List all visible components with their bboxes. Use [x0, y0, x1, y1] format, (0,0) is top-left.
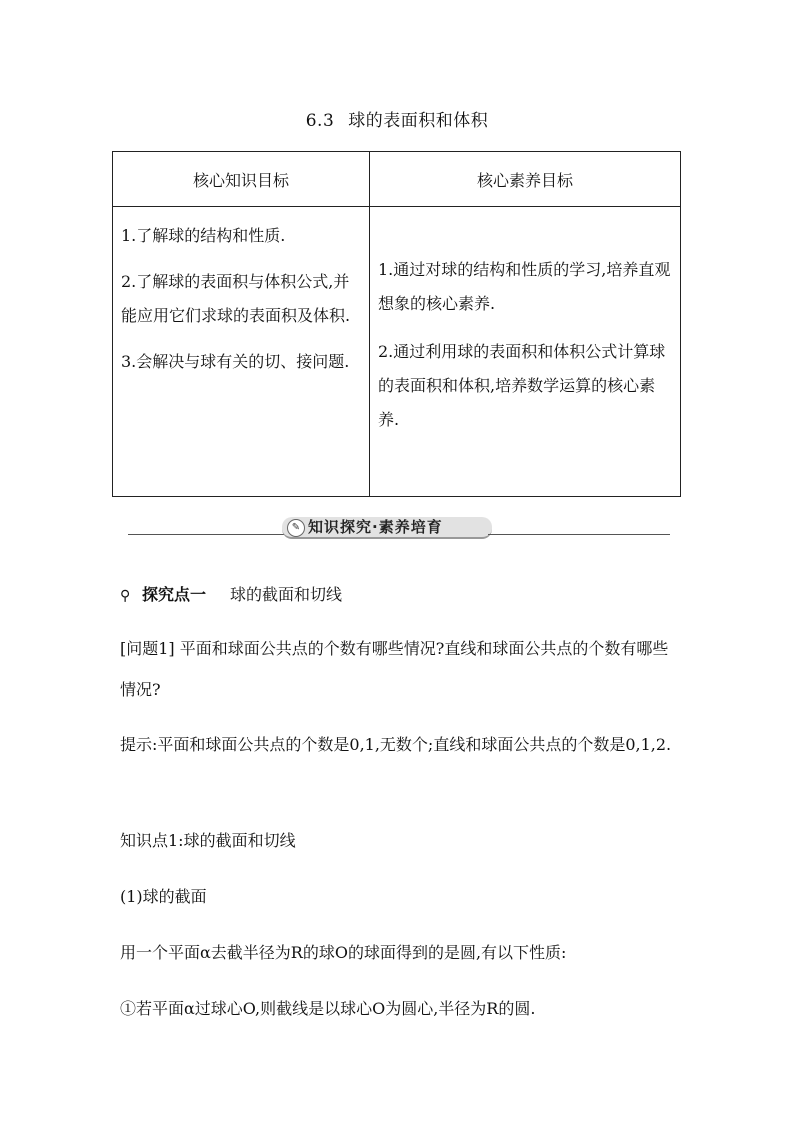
explore-name: 球的截面和切线 — [230, 585, 343, 604]
banner-divider-right — [488, 534, 670, 535]
literacy-goal-item: 2.通过利用球的表面积和体积公式计算球的表面积和体积,培养数学运算的核心素养. — [378, 341, 666, 429]
goals-table — [112, 151, 681, 497]
banner-text: 知识探究·素养培育 — [308, 518, 443, 536]
goals-table-body-row — [113, 207, 681, 497]
question-paragraph: [问题1] 平面和球面公共点的个数有哪些情况?直线和球面公共点的个数有哪些情况? — [120, 639, 669, 699]
knowledge-goal-item: 3.会解决与球有关的切、接问题. — [121, 352, 350, 371]
header-knowledge-goals: 核心知识目标 — [113, 152, 370, 207]
knowledge-goal-item: 2.了解球的表面积与体积公式,并能应用它们求球的表面积及体积. — [121, 272, 351, 325]
header-literacy-goals: 核心素养目标 — [370, 152, 681, 207]
body-paragraph: 用一个平面α去截半径为R的球O的球面得到的是圆,有以下性质: — [120, 943, 567, 962]
literacy-goal-item: 1.通过对球的结构和性质的学习,培养直观想象的核心素养. — [378, 259, 671, 313]
knowledge-goal-item: 1.了解球的结构和性质. — [121, 226, 286, 245]
knowledge-goals-cell — [113, 207, 370, 497]
literacy-goals-cell — [370, 207, 681, 497]
hint-paragraph: 提示:平面和球面公共点的个数是0,1,无数个;直线和球面公共点的个数是0,1,2. — [120, 735, 672, 754]
magnifier-icon: ⚲ — [120, 588, 131, 604]
pencil-icon: ✎ — [287, 519, 305, 537]
property-item: ①若平面α过球心O,则截线是以球心O为圆心,半径为R的圆. — [120, 999, 536, 1018]
banner-divider-left — [128, 534, 288, 535]
section-title: 球的表面积和体积 — [348, 111, 489, 131]
explore-heading — [120, 582, 342, 606]
section-banner — [128, 517, 670, 539]
goals-table-header-row — [113, 152, 681, 207]
page-title — [0, 106, 794, 131]
subsection-heading: (1)球的截面 — [120, 887, 207, 906]
knowledge-point-heading: 知识点1:球的截面和切线 — [120, 831, 296, 850]
banner-pill — [282, 517, 492, 539]
explore-label: 探究点一 — [142, 585, 207, 604]
section-number: 6.3 — [305, 111, 335, 131]
